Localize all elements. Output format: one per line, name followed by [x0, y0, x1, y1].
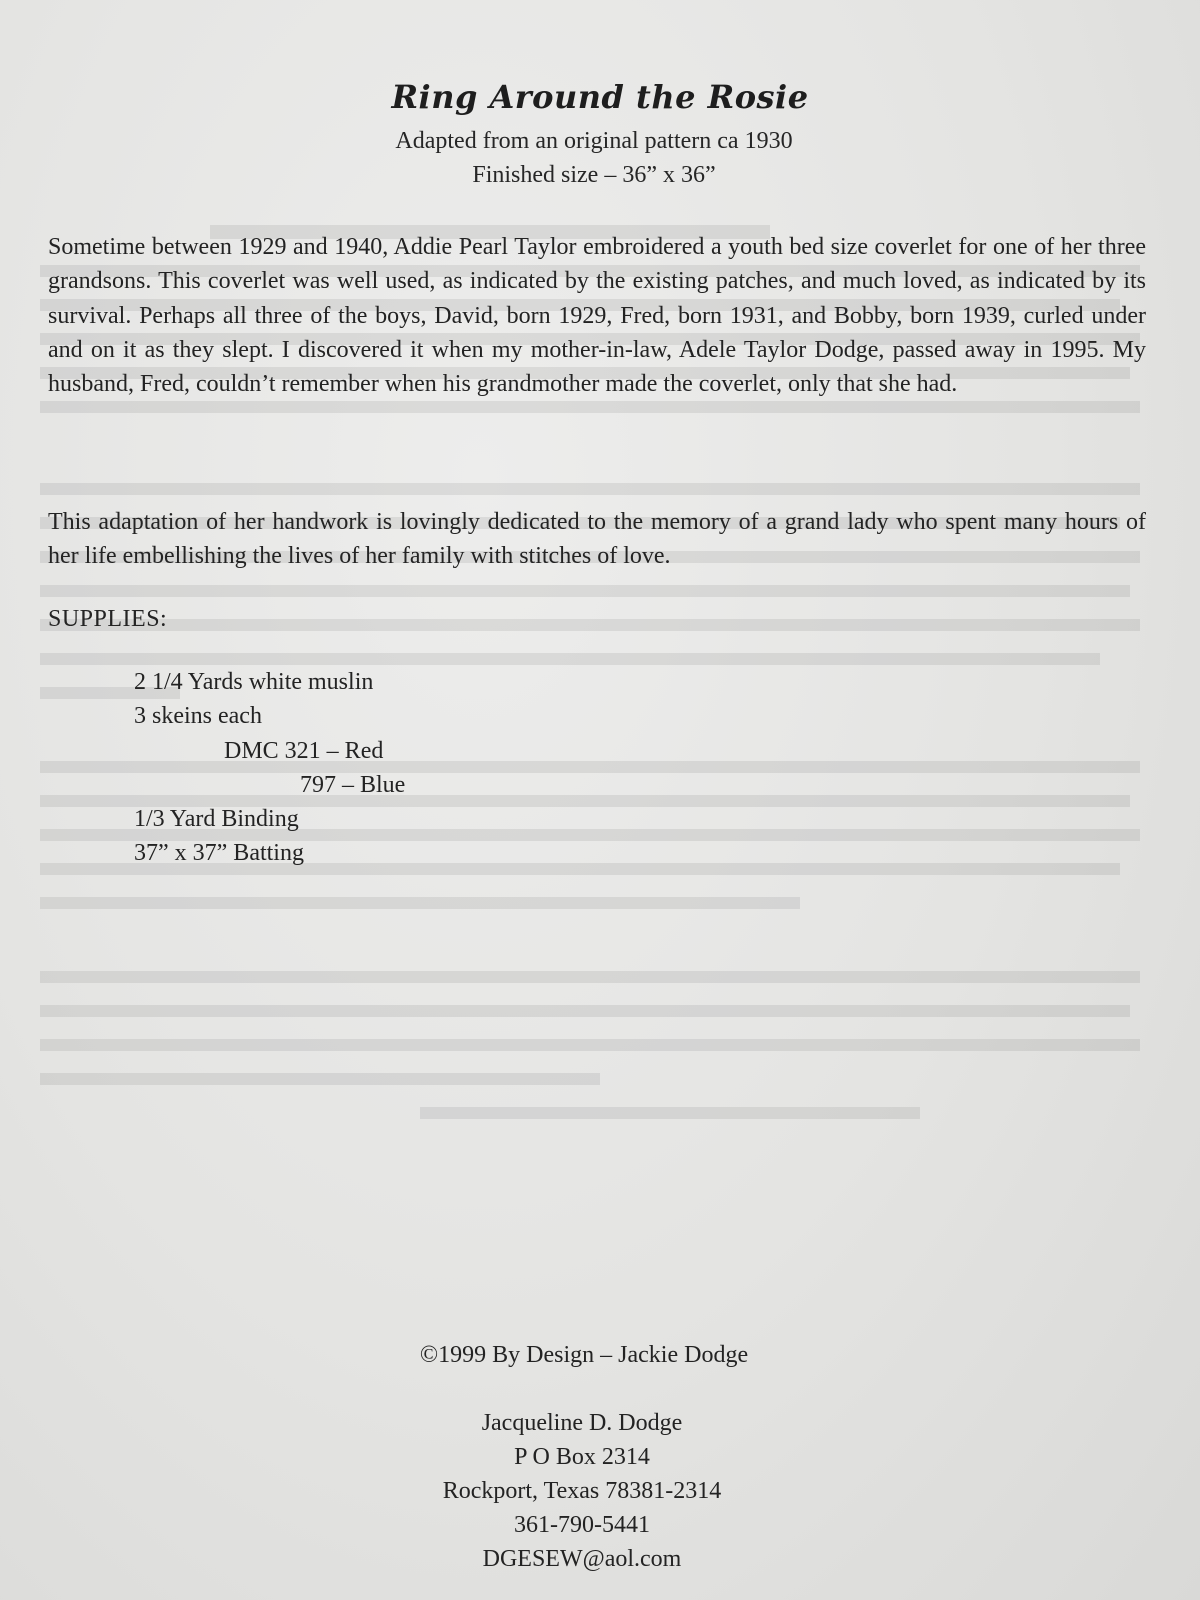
address-email: DGESEW@aol.com: [482, 1546, 682, 1572]
copyright-line: ©1999 By Design – Jackie Dodge: [419, 1342, 749, 1368]
address-po-box: P O Box 2314: [514, 1444, 650, 1470]
dedication-paragraph: This adaptation of her handwork is lovingly dedicated to the memory of a grand lady who spent many hours of her life embellishing the lives of her family with stitches of love.: [48, 509, 1146, 570]
supply-item-dmc-red: DMC 321 – Red: [224, 738, 384, 764]
supply-item-batting: 37” x 37” Batting: [134, 840, 304, 866]
address-city: Rockport, Texas 78381-2314: [442, 1478, 722, 1504]
pattern-title: Ring Around the Rosie: [391, 78, 809, 116]
pattern-origin-line: Adapted from an original pattern ca 1930: [395, 128, 793, 154]
supply-item-muslin: 2 1/4 Yards white muslin: [134, 669, 374, 695]
supplies-heading: SUPPLIES:: [48, 606, 168, 632]
history-paragraph: Sometime between 1929 and 1940, Addie Pearl Taylor embroidered a youth bed size coverlet for one of her three grandsons. This coverlet was well used, as indicated by the existing patches, and much loved, as indicated by its survival. Perhaps all three of the boys, David, born 1929, Fred, born 1931, and Bobby, born 1939, curled under and on it as they slept. I discovered it when my mother-in-law, Adele Taylor Dodge, passed away in 1995. My husband, Fred, couldn’t remember when his grandmother made the coverlet, only that she had.: [48, 234, 1146, 398]
supply-item-binding: 1/3 Yard Binding: [134, 806, 299, 832]
address-phone: 361-790-5441: [514, 1512, 650, 1538]
address-name: Jacqueline D. Dodge: [481, 1410, 683, 1436]
supply-item-skeins: 3 skeins each: [134, 703, 262, 729]
finished-size-line: Finished size – 36” x 36”: [472, 162, 716, 188]
supply-item-blue: 797 – Blue: [300, 772, 406, 798]
